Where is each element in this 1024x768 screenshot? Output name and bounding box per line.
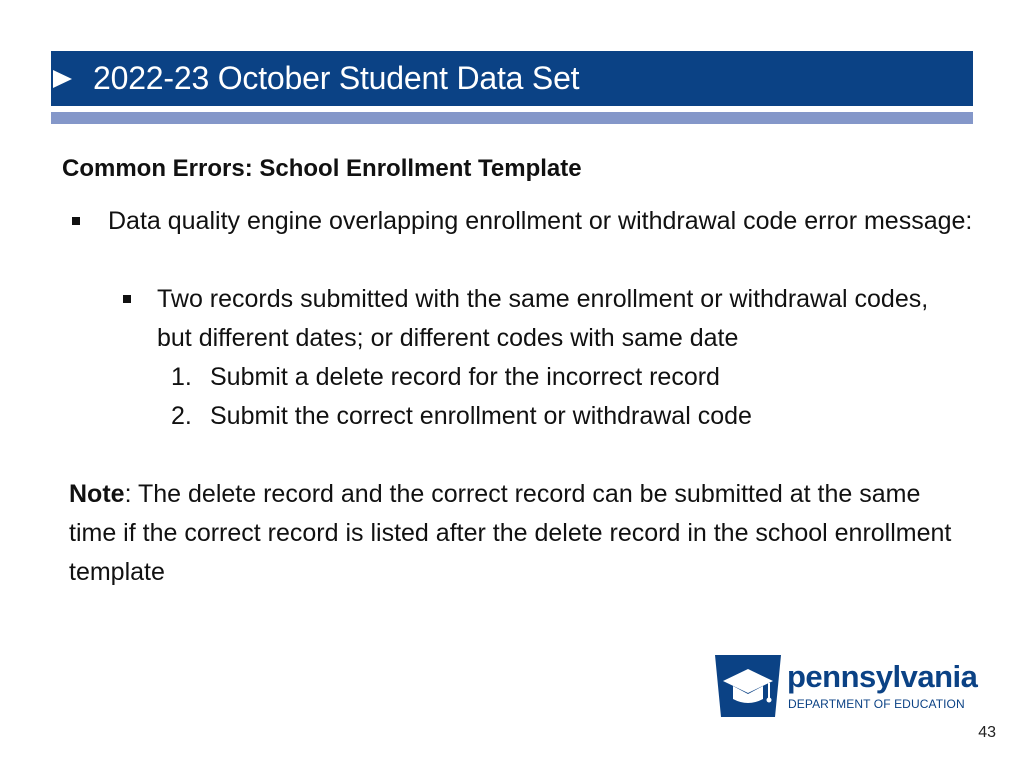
- note-paragraph: [69, 475, 969, 592]
- accent-divider: [51, 112, 973, 124]
- bullet-text: Data quality engine overlapping enrollment or withdrawal code error message:: [108, 207, 973, 235]
- step-number: 2.: [171, 402, 192, 430]
- keystone-graduation-cap-icon: [715, 655, 781, 719]
- arrow-right-icon: [53, 70, 72, 88]
- sub-bullet-text: Two records submitted with the same enrollment or withdrawal codes, but different dates; or different codes with same date: [157, 285, 929, 352]
- note-label: Note: [69, 480, 125, 508]
- list-item: [171, 397, 951, 436]
- sub-bullet-item: [157, 280, 957, 358]
- step-text: Submit the correct enrollment or withdrawal code: [210, 402, 752, 430]
- section-heading: Common Errors: School Enrollment Template: [62, 155, 582, 182]
- logo-subtitle: DEPARTMENT OF EDUCATION: [788, 697, 965, 711]
- square-bullet-icon: [72, 217, 80, 225]
- slide-title: 2022-23 October Student Data Set: [93, 60, 580, 96]
- list-item: [171, 358, 951, 397]
- note-text: : The delete record and the correct record can be submitted at the same time if the correct record is listed after the delete record in the school enrollment template: [69, 480, 952, 586]
- pennsylvania-education-logo: [715, 655, 980, 719]
- page-number: 43: [978, 724, 996, 741]
- step-text: Submit a delete record for the incorrect record: [210, 363, 720, 391]
- bullet-item: [108, 202, 978, 241]
- square-bullet-icon: [123, 295, 131, 303]
- steps-list: [171, 358, 951, 436]
- title-bar: [51, 51, 973, 106]
- logo-wordmark: pennsylvania: [787, 659, 978, 694]
- step-number: 1.: [171, 363, 192, 391]
